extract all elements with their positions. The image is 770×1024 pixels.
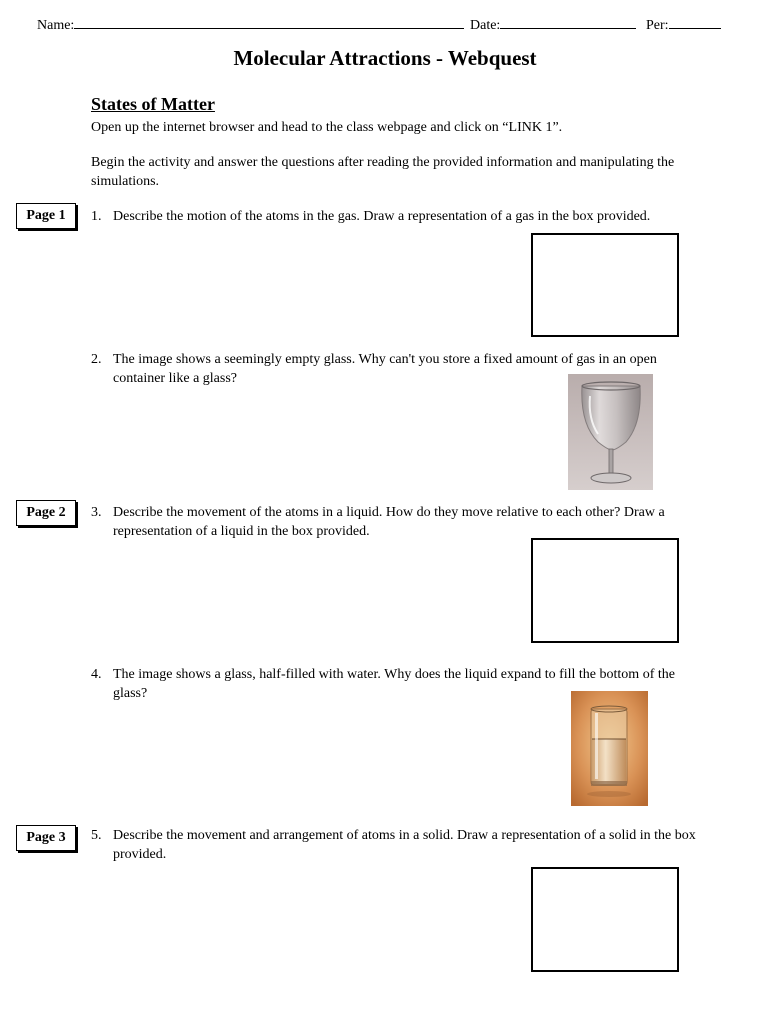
page-tag-1: Page 1 [16,203,76,229]
question-text: Describe the movement and arrangement of atoms in a solid. Draw a representation of a solid in the box provided. [113,828,696,862]
question-5 [91,826,711,864]
question-number: 5. [91,828,102,843]
solid-drawing-box[interactable] [531,867,679,972]
intro-paragraph-2: Begin the activity and answer the questions after reading the provided information and manipulating the simulations. [91,155,675,189]
page-title: Molecular Attractions - Webquest [233,46,537,70]
per-field[interactable] [646,16,721,35]
page-tag-3: Page 3 [16,825,76,851]
question-text: Describe the motion of the atoms in the gas. Draw a representation of a gas in the box provided. [113,209,651,224]
page-tag-2: Page 2 [16,500,76,526]
per-label: Per: [646,18,669,33]
liquid-drawing-box[interactable] [531,538,679,643]
name-label: Name: [37,18,75,33]
question-number: 4. [91,667,102,682]
empty-wine-glass-image [568,374,653,490]
question-number: 1. [91,209,102,224]
date-label: Date: [470,18,501,33]
question-number: 3. [91,505,102,520]
question-3 [91,503,711,541]
section-title: States of Matter [91,94,215,114]
gas-drawing-box[interactable] [531,233,679,337]
question-1 [91,207,711,226]
question-text: The image shows a glass, half-filled with water. Why does the liquid expand to fill the bottom of the glass? [113,667,675,701]
date-field[interactable] [470,16,636,35]
water-glass-image [571,691,648,806]
date-blank[interactable] [500,16,636,29]
name-field[interactable] [37,16,464,35]
name-blank[interactable] [74,16,464,29]
question-text: The image shows a seemingly empty glass. Why can't you store a fixed amount of gas in an open container like a glass? [113,352,657,386]
per-blank[interactable] [669,16,721,29]
intro-paragraph-1: Open up the internet browser and head to the class webpage and click on “LINK 1”. [91,120,563,135]
question-number: 2. [91,352,102,367]
question-text: Describe the movement of the atoms in a liquid. How do they move relative to each other? Draw a representation of a liquid in the box provided. [113,505,665,539]
